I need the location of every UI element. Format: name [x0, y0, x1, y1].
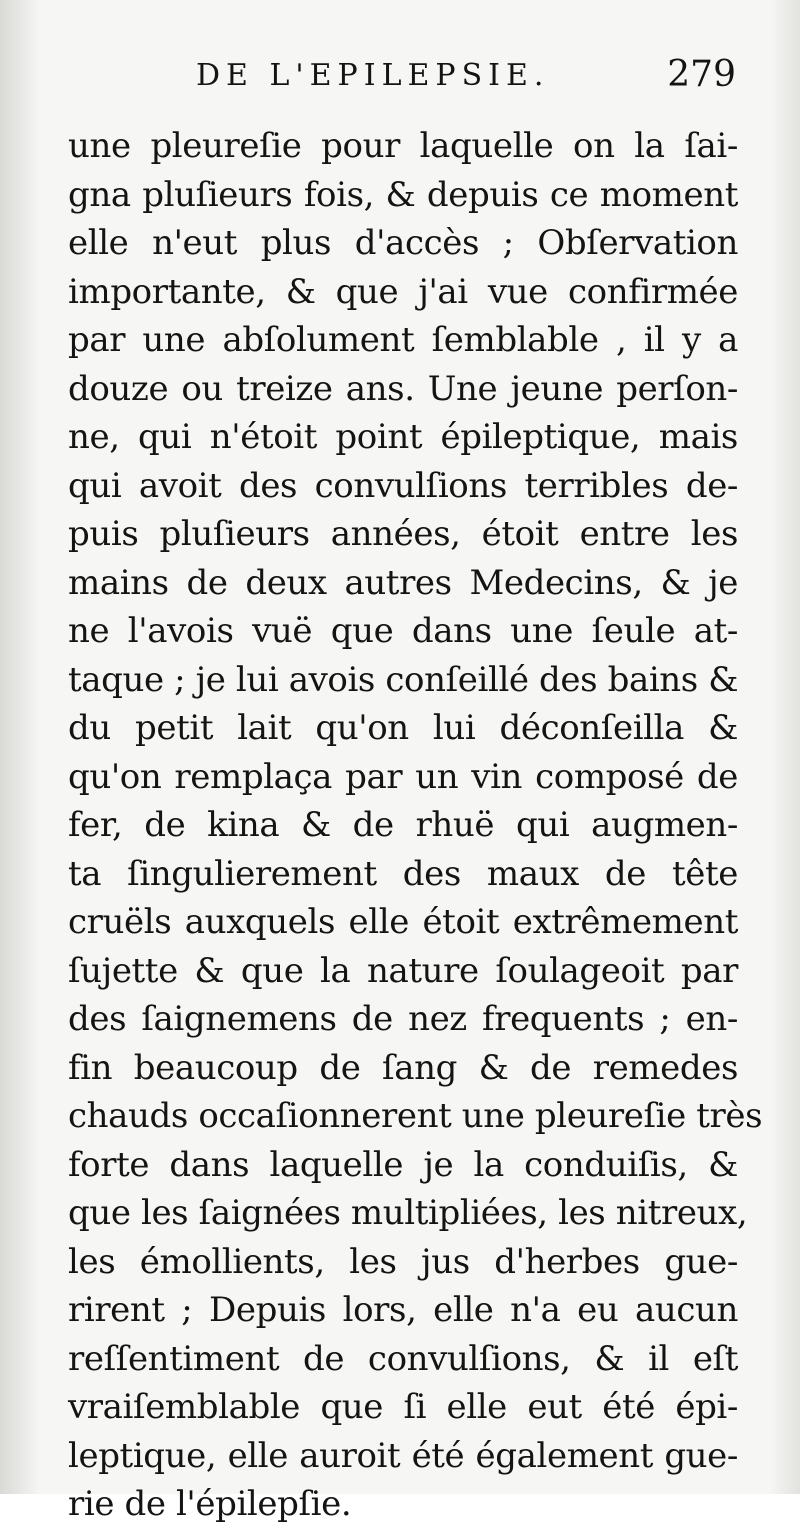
- text-line: fin beaucoup de ſang & de remedes: [68, 1047, 738, 1088]
- text-line: qu'on remplaça par un vin composé de: [68, 756, 738, 797]
- text-line: des ſaignemens de nez frequents ; en-: [68, 999, 738, 1039]
- text-line: elle n'eut plus d'accès ; Obſervation: [68, 223, 738, 263]
- text-line: rirent ; Depuis lors, elle n'a eu aucun: [68, 1290, 738, 1330]
- text-line: mains de deux autres Medecins, & je: [68, 562, 738, 603]
- text-line: par une abſolument ſemblable , il y a: [68, 320, 738, 360]
- text-line: une pleureſie pour laquelle on la ſai-: [68, 126, 738, 166]
- text-line: importante, & que j'ai vue confirmée: [68, 271, 738, 312]
- body-text: [68, 122, 763, 1529]
- text-line: cruëls auxquels elle étoit extrêmement: [68, 902, 738, 942]
- text-line: reſſentiment de convulſions, & il eſt: [68, 1338, 738, 1379]
- text-line: qui avoit des convulſions terribles de-: [68, 465, 738, 506]
- text-line: du petit lait qu'on lui déconſeilla &: [68, 708, 738, 748]
- text-line: vraiſemblable que ſi elle eut été épi-: [68, 1387, 738, 1427]
- text-line: taque ; je lui avois conſeillé des bains &: [68, 659, 739, 700]
- text-line: douze ou treize ans. Une jeune perſon-: [68, 368, 738, 409]
- text-line: que les ſaignées multipliées, les nitreux,: [68, 1193, 748, 1233]
- text-line: chauds occaſionnerent une pleureſie très: [68, 1096, 763, 1136]
- text-line: gna pluſieurs fois, & depuis ce moment: [68, 174, 738, 215]
- page-number: 279: [667, 54, 736, 95]
- running-head: [196, 52, 736, 102]
- text-line: ne l'avois vuë que dans une ſeule at-: [68, 611, 738, 651]
- text-line: les émollients, les jus d'herbes gue-: [68, 1241, 738, 1282]
- running-head-title: DE L'EPILEPSIE.: [196, 58, 550, 93]
- text-line: ne, qui n'étoit point épileptique, mais: [68, 417, 738, 457]
- text-line: ſujette & que la nature ſoulageoit par: [68, 950, 738, 991]
- text-line: ta ſingulierement des maux de tête: [68, 853, 738, 894]
- text-line: fer, de kina & de rhuë qui augmen-: [68, 805, 738, 845]
- text-line: leptique, elle auroit été également gue-: [68, 1435, 738, 1476]
- text-line: rie de l'épilepſie.: [68, 1484, 352, 1524]
- text-line: forte dans laquelle je la conduiſis, &: [68, 1144, 738, 1185]
- text-line: puis pluſieurs années, étoit entre les: [68, 514, 738, 554]
